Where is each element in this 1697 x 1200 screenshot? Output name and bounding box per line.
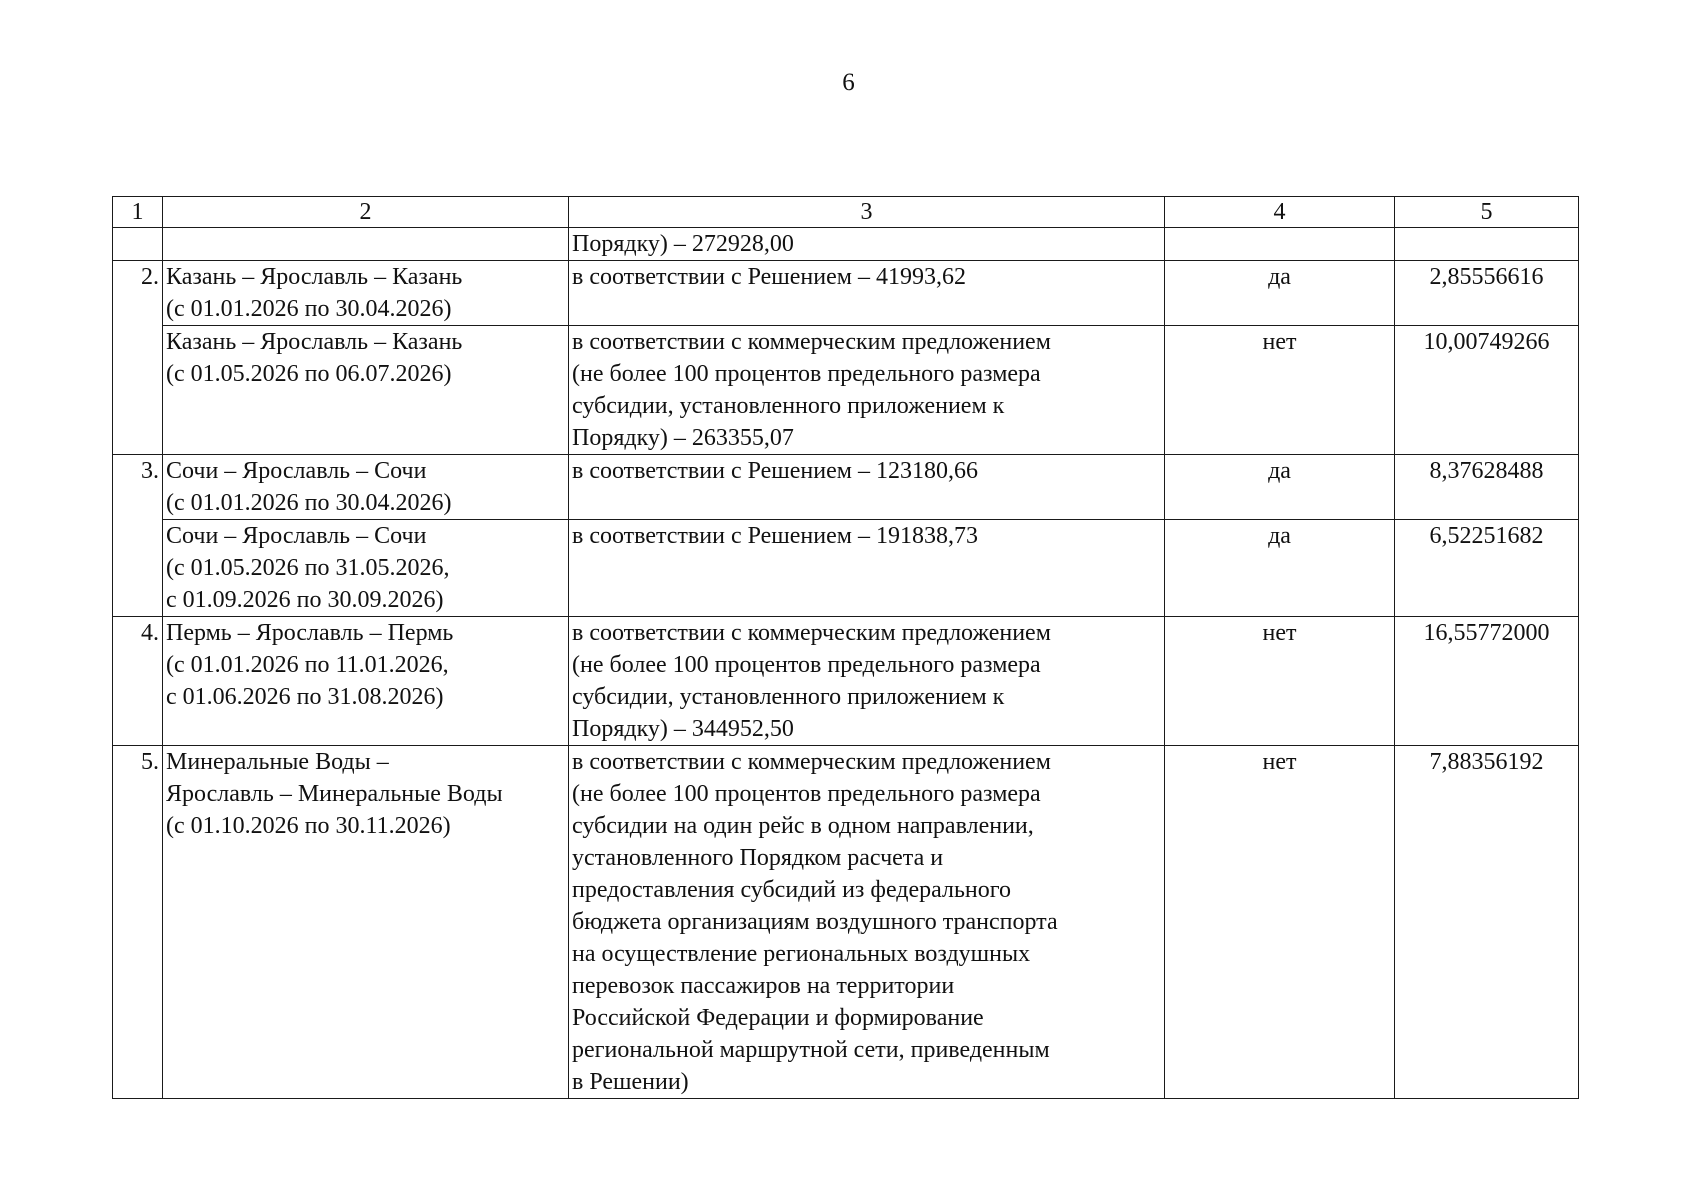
yes-no-cell: да xyxy=(1165,261,1395,326)
subsidy-method-cell xyxy=(569,746,1165,1099)
subsidy-method-line: на осуществление региональных воздушных xyxy=(572,941,1031,967)
subsidy-method-line: (не более 100 процентов предельного размера xyxy=(572,781,1041,807)
route-cell xyxy=(163,455,569,520)
subsidy-method-line: бюджета организациям воздушного транспорта xyxy=(572,909,1058,935)
row-number-cell: 2. xyxy=(113,261,163,455)
route-cell xyxy=(163,326,569,455)
coefficient-cell: 7,88356192 xyxy=(1395,746,1579,1099)
coefficient-cell: 2,85556616 xyxy=(1395,261,1579,326)
subsidy-method-line: субсидии, установленного приложением к xyxy=(572,393,1005,419)
subsidy-method-line: в соответствии с коммерческим предложением xyxy=(572,620,1051,646)
route-line: Казань – Ярославль – Казань xyxy=(166,329,463,355)
subsidy-table xyxy=(112,196,1579,1099)
route-line: с 01.06.2026 по 31.08.2026) xyxy=(166,684,444,710)
table-row xyxy=(113,228,1579,261)
table-row xyxy=(113,520,1579,617)
route-line: (с 01.01.2026 по 30.04.2026) xyxy=(166,296,452,322)
route-line: (с 01.05.2026 по 31.05.2026, xyxy=(166,555,450,581)
table-row xyxy=(113,326,1579,455)
subsidy-method-cell xyxy=(569,520,1165,617)
yes-no-cell xyxy=(1165,228,1395,261)
subsidy-method-cell xyxy=(569,326,1165,455)
yes-no-cell: нет xyxy=(1165,617,1395,746)
subsidy-method-cell xyxy=(569,455,1165,520)
route-cell xyxy=(163,617,569,746)
route-line: Сочи – Ярославль – Сочи xyxy=(166,523,427,549)
subsidy-method-line: Российской Федерации и формирование xyxy=(572,1005,984,1031)
row-number-cell xyxy=(113,228,163,261)
subsidy-method-line: в соответствии с коммерческим предложением xyxy=(572,749,1051,775)
route-line: Пермь – Ярославль – Пермь xyxy=(166,620,454,646)
yes-no-cell: нет xyxy=(1165,326,1395,455)
route-line: с 01.09.2026 по 30.09.2026) xyxy=(166,587,444,613)
subsidy-method-line: Порядку) – 344952,50 xyxy=(572,716,794,742)
route-line: Сочи – Ярославль – Сочи xyxy=(166,458,427,484)
subsidy-method-cell xyxy=(569,228,1165,261)
subsidy-method-line: в Решении) xyxy=(572,1069,689,1095)
route-cell xyxy=(163,261,569,326)
subsidy-method-line: Порядку) – 263355,07 xyxy=(572,425,794,451)
route-line: (с 01.10.2026 по 30.11.2026) xyxy=(166,813,451,839)
subsidy-method-line: субсидии, установленного приложением к xyxy=(572,684,1005,710)
subsidy-method-line: перевозок пассажиров на территории xyxy=(572,973,955,999)
page-number: 6 xyxy=(842,69,855,96)
coefficient-cell: 8,37628488 xyxy=(1395,455,1579,520)
column-number-4: 4 xyxy=(1165,197,1395,228)
route-cell xyxy=(163,520,569,617)
subsidy-method-cell xyxy=(569,617,1165,746)
coefficient-cell: 10,00749266 xyxy=(1395,326,1579,455)
column-number-2: 2 xyxy=(163,197,569,228)
table-row xyxy=(113,261,1579,326)
subsidy-method-line: субсидии на один рейс в одном направлении, xyxy=(572,813,1034,839)
table-row xyxy=(113,746,1579,1099)
subsidy-method-line: в соответствии с Решением – 123180,66 xyxy=(572,458,978,484)
table-row xyxy=(113,455,1579,520)
subsidy-method-line: (не более 100 процентов предельного размера xyxy=(572,652,1041,678)
subsidy-method-line: предоставления субсидий из федерального xyxy=(572,877,1012,903)
route-line: Минеральные Воды – xyxy=(166,749,389,775)
row-number-cell: 4. xyxy=(113,617,163,746)
subsidy-method-line: Порядку) – 272928,00 xyxy=(572,231,794,257)
table-row xyxy=(113,617,1579,746)
table-body xyxy=(113,197,1579,1099)
subsidy-method-line: (не более 100 процентов предельного размера xyxy=(572,361,1041,387)
route-line: (с 01.01.2026 по 11.01.2026, xyxy=(166,652,449,678)
coefficient-cell xyxy=(1395,228,1579,261)
subsidy-method-line: установленного Порядком расчета и xyxy=(572,845,944,871)
subsidy-method-line: в соответствии с Решением – 41993,62 xyxy=(572,264,966,290)
yes-no-cell: нет xyxy=(1165,746,1395,1099)
route-line: (с 01.05.2026 по 06.07.2026) xyxy=(166,361,452,387)
route-line: Ярославль – Минеральные Воды xyxy=(166,781,503,807)
row-number-cell: 5. xyxy=(113,746,163,1099)
subsidy-method-line: в соответствии с коммерческим предложением xyxy=(572,329,1051,355)
coefficient-cell: 16,55772000 xyxy=(1395,617,1579,746)
column-number-row xyxy=(113,197,1579,228)
route-cell xyxy=(163,746,569,1099)
subsidy-method-line: в соответствии с Решением – 191838,73 xyxy=(572,523,978,549)
route-line: (с 01.01.2026 по 30.04.2026) xyxy=(166,490,452,516)
yes-no-cell: да xyxy=(1165,520,1395,617)
subsidy-method-line: региональной маршрутной сети, приведенным xyxy=(572,1037,1050,1063)
column-number-3: 3 xyxy=(569,197,1165,228)
route-line: Казань – Ярославль – Казань xyxy=(166,264,463,290)
row-number-cell: 3. xyxy=(113,455,163,617)
yes-no-cell: да xyxy=(1165,455,1395,520)
subsidy-method-cell xyxy=(569,261,1165,326)
route-cell xyxy=(163,228,569,261)
column-number-1: 1 xyxy=(113,197,163,228)
column-number-5: 5 xyxy=(1395,197,1579,228)
coefficient-cell: 6,52251682 xyxy=(1395,520,1579,617)
